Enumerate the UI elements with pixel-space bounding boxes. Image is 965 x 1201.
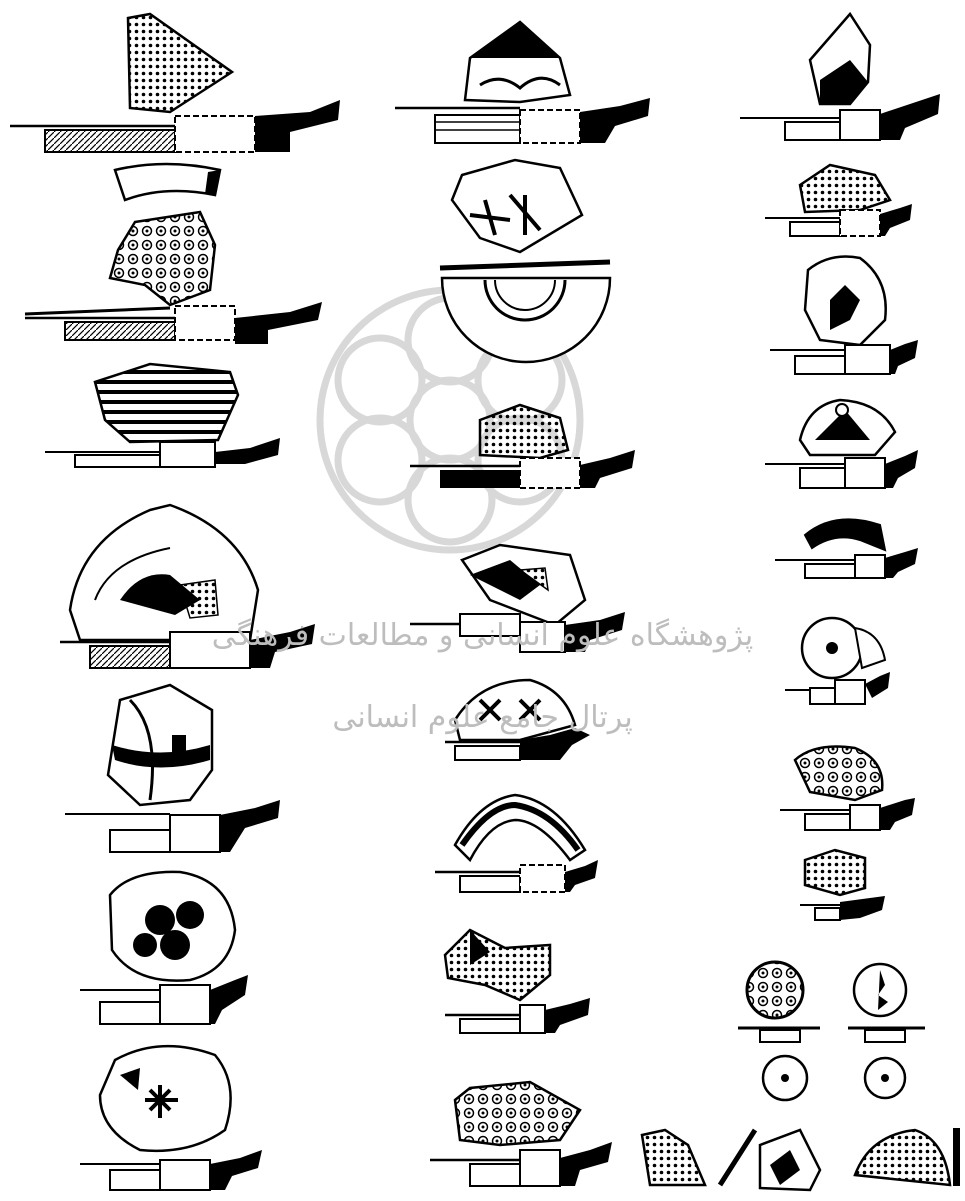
sherd-right-5 xyxy=(775,519,918,578)
sherd-middle-7 xyxy=(445,930,590,1033)
sherd-middle-8 xyxy=(430,1082,612,1186)
sherd-right-8 xyxy=(800,850,885,920)
sherd-right-1 xyxy=(740,14,940,140)
sherd-left-1 xyxy=(10,14,340,152)
sherd-left-3 xyxy=(25,212,322,344)
sherd-right-3 xyxy=(770,257,918,375)
sherd-middle-3 xyxy=(410,405,635,488)
sherd-middle-1 xyxy=(395,22,650,143)
sherd-middle-2 xyxy=(440,160,610,362)
sherd-right-7 xyxy=(780,747,915,831)
sherd-left-2 xyxy=(115,164,220,200)
sherd-left-8 xyxy=(80,1046,262,1190)
sherd-right-10 xyxy=(848,964,925,1098)
sherd-right-4 xyxy=(765,400,918,488)
sherd-bottom-row xyxy=(642,1128,960,1190)
sherd-middle-6 xyxy=(435,795,598,892)
sherd-left-4 xyxy=(45,364,280,467)
sherd-right-9 xyxy=(738,962,820,1100)
watermark-line-2: پرتال جامع علوم انسانی xyxy=(332,700,633,735)
sherd-left-7 xyxy=(80,872,248,1024)
watermark-line-1: پژوهشگاه علوم انسانی و مطالعات فرهنگی xyxy=(211,618,754,653)
sherd-right-2 xyxy=(765,165,912,236)
